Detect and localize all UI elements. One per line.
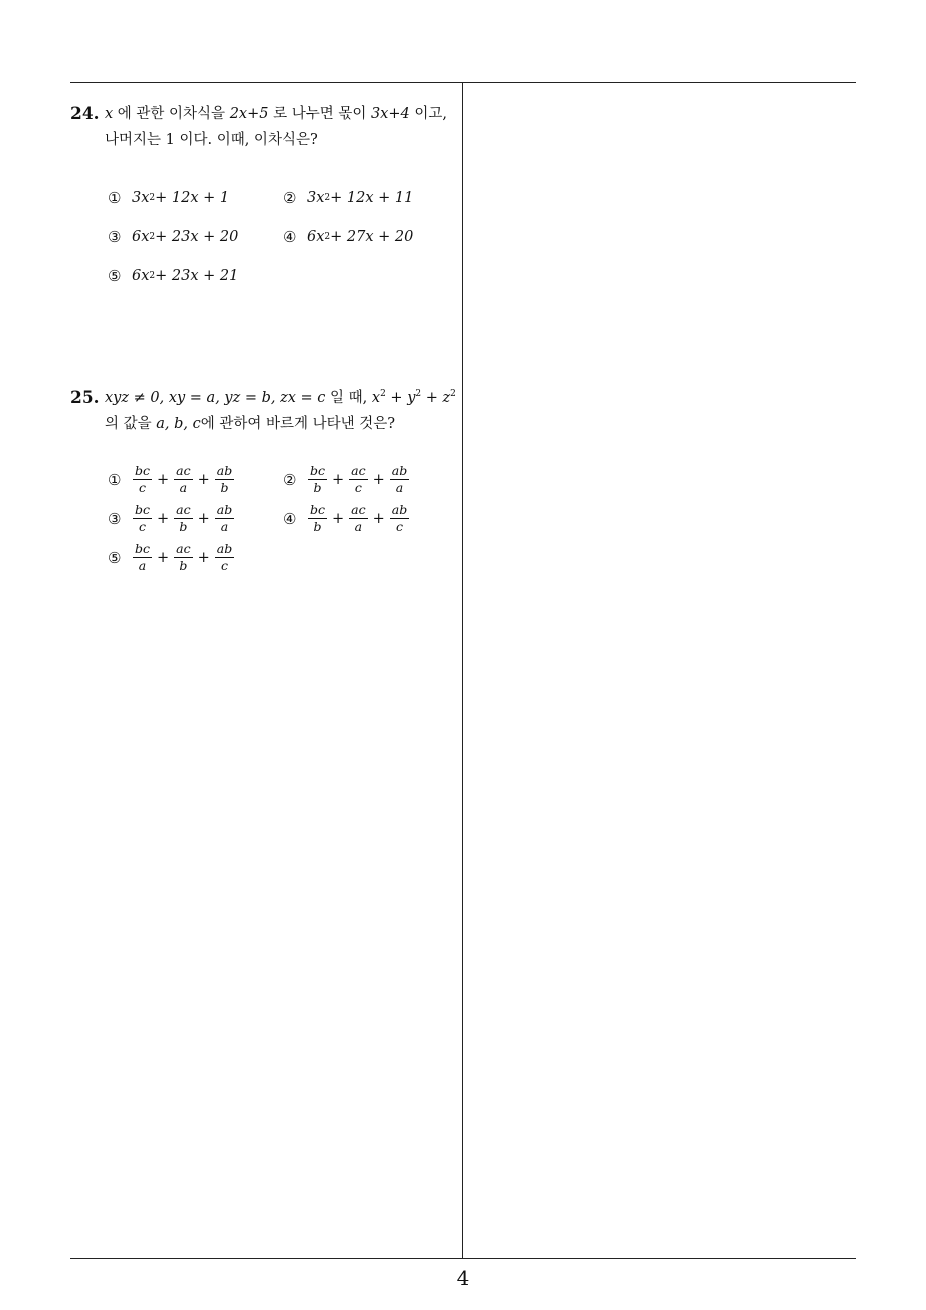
var: y: [407, 390, 416, 406]
var: x: [371, 390, 381, 406]
text: 에 관한 이차식을: [113, 106, 230, 122]
fraction: [390, 503, 409, 534]
choice-1[interactable]: [108, 464, 235, 495]
question-24: [70, 102, 460, 302]
text: 이고,: [409, 106, 447, 122]
fraction: [215, 503, 234, 534]
denominator: b: [179, 519, 188, 534]
choice-marker: ①: [108, 470, 122, 489]
plus: +: [332, 510, 345, 527]
choice-2[interactable]: [283, 464, 410, 495]
vars: a, b, c: [156, 416, 201, 432]
exponent: 2: [450, 389, 456, 399]
question-25: [70, 386, 460, 586]
divisor: 2x+5: [229, 106, 269, 122]
var: z: [442, 390, 451, 406]
term: 3x: [132, 190, 150, 206]
term: + 27x + 20: [330, 229, 414, 245]
plus: +: [332, 471, 345, 488]
denominator: b: [313, 480, 322, 495]
plus: +: [372, 510, 385, 527]
denominator: c: [221, 558, 229, 573]
plus: +: [157, 510, 170, 527]
plus: +: [197, 510, 210, 527]
fraction: [349, 503, 367, 534]
condition: xyz ≠ 0, xy = a, yz = b, zx = c: [105, 390, 326, 406]
choice-marker: ③: [108, 509, 122, 528]
operator: +: [421, 390, 443, 406]
question-number: 24.: [70, 104, 100, 124]
numerator: ab: [216, 541, 233, 556]
fraction: [308, 503, 327, 534]
term: 6x: [132, 268, 150, 284]
term: 3x: [307, 190, 325, 206]
plus: +: [197, 549, 210, 566]
denominator: b: [179, 558, 188, 573]
exponent: 2: [415, 389, 422, 399]
numerator: bc: [135, 463, 151, 478]
text: 일 때,: [325, 390, 372, 406]
denominator: a: [220, 519, 229, 534]
numerator: ac: [351, 463, 366, 478]
denominator: c: [354, 480, 362, 495]
denominator: a: [395, 480, 404, 495]
top-rule: [70, 82, 856, 83]
denominator: a: [138, 558, 147, 573]
text: 에 관하여 바르게 나타낸 것은?: [200, 416, 396, 432]
choice-3[interactable]: ③ 6x 2 + 23x + 20: [108, 225, 238, 249]
fraction: [133, 503, 152, 534]
choice-4[interactable]: ④ 6x 2 + 27x + 20: [283, 225, 413, 249]
question-text-line-2: [105, 412, 395, 436]
fraction: [390, 464, 409, 495]
question-text-line-2: 나머지는 1 이다. 이때, 이차식은?: [105, 132, 318, 148]
numerator: ab: [216, 463, 233, 478]
numerator: ab: [391, 502, 408, 517]
numerator: bc: [310, 502, 326, 517]
operator: +: [385, 390, 408, 406]
fraction: [174, 464, 192, 495]
question-text-line-1: [105, 102, 447, 126]
var-x: x: [105, 106, 114, 122]
quotient: 3x+4: [370, 106, 410, 122]
numerator: ac: [176, 541, 191, 556]
plus: +: [157, 471, 170, 488]
fraction: [133, 542, 152, 573]
choice-5[interactable]: ⑤ 6x 2 + 23x + 21: [108, 264, 238, 288]
denominator: b: [313, 519, 322, 534]
bottom-rule: [70, 1258, 856, 1259]
denominator: c: [139, 519, 147, 534]
choice-marker: ②: [283, 189, 297, 207]
numerator: ac: [176, 463, 191, 478]
choice-marker: ③: [108, 228, 122, 246]
exponent: 2: [380, 389, 386, 399]
choice-1[interactable]: ① 3x 2 + 12x + 1: [108, 186, 229, 210]
choice-marker: ④: [283, 228, 297, 246]
numerator: bc: [135, 541, 151, 556]
denominator: a: [179, 480, 188, 495]
term: 6x: [307, 229, 325, 245]
plus: +: [372, 471, 385, 488]
term: + 12x + 11: [330, 190, 414, 206]
denominator: c: [139, 480, 147, 495]
text: 의 값을: [105, 416, 157, 432]
fraction: [133, 464, 152, 495]
numerator: ab: [216, 502, 233, 517]
question-number: 25.: [70, 388, 100, 408]
numerator: bc: [310, 463, 326, 478]
term: + 23x + 21: [155, 268, 239, 284]
choice-5[interactable]: [108, 542, 235, 573]
numerator: ab: [391, 463, 408, 478]
choice-marker: ①: [108, 189, 122, 207]
column-divider: [462, 82, 463, 1259]
term: 6x: [132, 229, 150, 245]
fraction: [308, 464, 327, 495]
numerator: ac: [176, 502, 191, 517]
fraction: [349, 464, 367, 495]
fraction: [174, 503, 192, 534]
choice-marker: ⑤: [108, 267, 122, 285]
choice-marker: ②: [283, 470, 297, 489]
term: + 12x + 1: [155, 190, 230, 206]
page-number: 4: [456, 1266, 470, 1290]
fraction: [215, 464, 234, 495]
choice-3[interactable]: [108, 503, 235, 534]
plus: +: [197, 471, 210, 488]
numerator: bc: [135, 502, 151, 517]
denominator: a: [354, 519, 363, 534]
choice-marker: ⑤: [108, 548, 122, 567]
term: + 23x + 20: [155, 229, 239, 245]
denominator: c: [396, 519, 404, 534]
choice-2[interactable]: ② 3x 2 + 12x + 11: [283, 186, 413, 210]
fraction: [174, 542, 192, 573]
text: 로 나누면 몫이: [268, 106, 371, 122]
question-text-line-1: [105, 386, 456, 410]
numerator: ac: [351, 502, 366, 517]
choice-4[interactable]: [283, 503, 410, 534]
choice-marker: ④: [283, 509, 297, 528]
fraction: [215, 542, 234, 573]
denominator: b: [220, 480, 229, 495]
plus: +: [157, 549, 170, 566]
